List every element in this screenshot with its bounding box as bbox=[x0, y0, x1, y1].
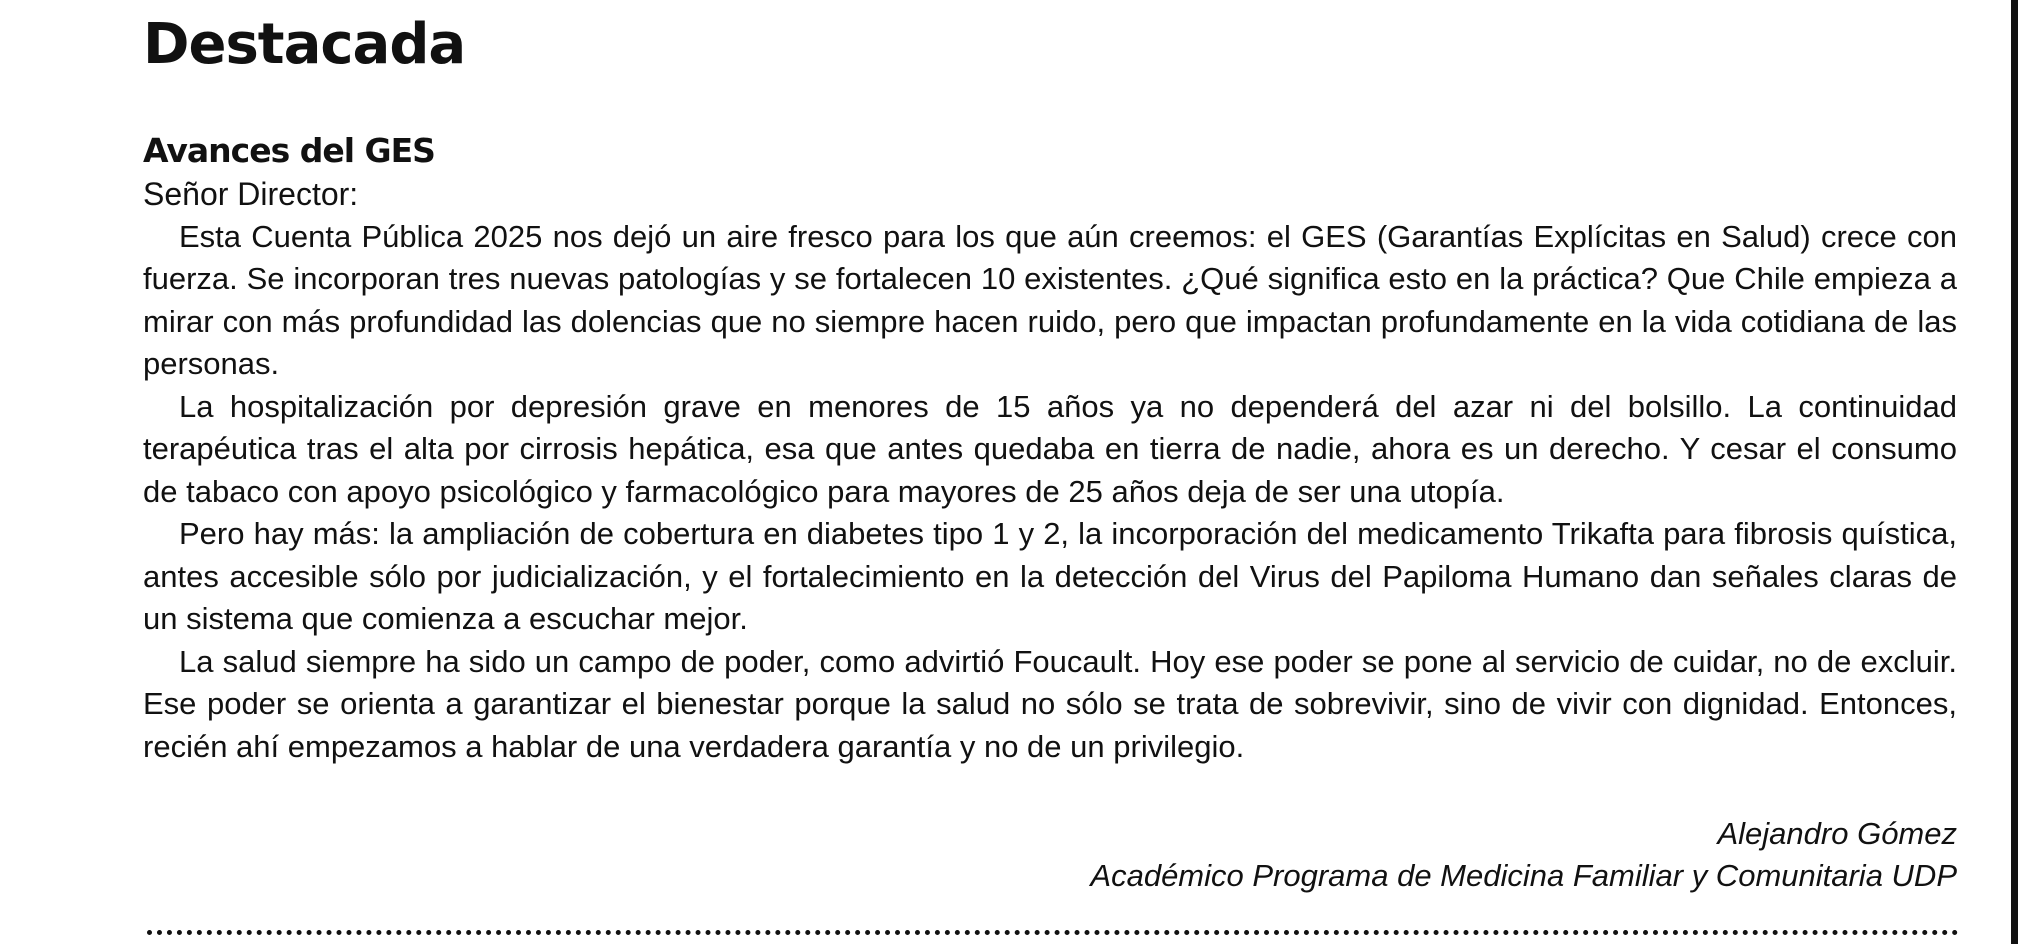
dotted-separator bbox=[147, 930, 1959, 935]
letter-paragraph: La salud siempre ha sido un campo de poder, como advirtió Foucault. Hoy ese poder se pone al servicio de cuidar, no de excluir. Ese poder se orienta a garantizar el bienestar porque la salud no sólo se trata de sobrevivir, sino de vivir con dignidad. Entonces, recién ahí empezamos a hablar de una verdadera garantía y no de un privilegio. bbox=[143, 643, 1957, 764]
letter-to-editor bbox=[143, 129, 1957, 897]
section-title: Destacada bbox=[143, 12, 466, 77]
author-affiliation: Académico Programa de Medicina Familiar y Comunitaria UDP bbox=[1090, 858, 1957, 893]
letter-salutation: Señor Director: bbox=[143, 176, 359, 212]
letter-signature bbox=[143, 813, 1957, 897]
letter-paragraph: Pero hay más: la ampliación de cobertura en diabetes tipo 1 y 2, la incorporación del medicamento Trikafta para fibrosis quística, antes accesible sólo por judicialización, y el fortalecimiento en la detección del Virus del Papiloma Humano dan señales claras de un sistema que comienza a escuchar mejor. bbox=[143, 516, 1957, 636]
page-edge-rule bbox=[2011, 0, 2018, 944]
letter-paragraph: La hospitalización por depresión grave en menores de 15 años ya no dependerá del azar ni del bolsillo. La continuidad terapéutica tras el alta por cirrosis hepática, esa que antes quedaba en tierra de nadie, ahora es un derecho. Y cesar el consumo de tabaco con apoyo psicológico y farmacológico para mayores de 25 años deja de ser una utopía. bbox=[143, 388, 1957, 509]
letter-paragraph: Esta Cuenta Pública 2025 nos dejó un aire fresco para los que aún creemos: el GES (Garantías Explícitas en Salud) crece con fuerza. Se incorporan tres nuevas patologías y se fortalecen 10 existentes. ¿Qué significa esto en la práctica? Que Chile empieza a mirar con más profundidad las dolencias que no siempre hacen ruido, pero que impactan profundamente en la vida cotidiana de las personas. bbox=[143, 218, 1957, 381]
letter-headline: Avances del GES bbox=[143, 131, 435, 170]
author-name: Alejandro Gómez bbox=[1717, 816, 1957, 851]
